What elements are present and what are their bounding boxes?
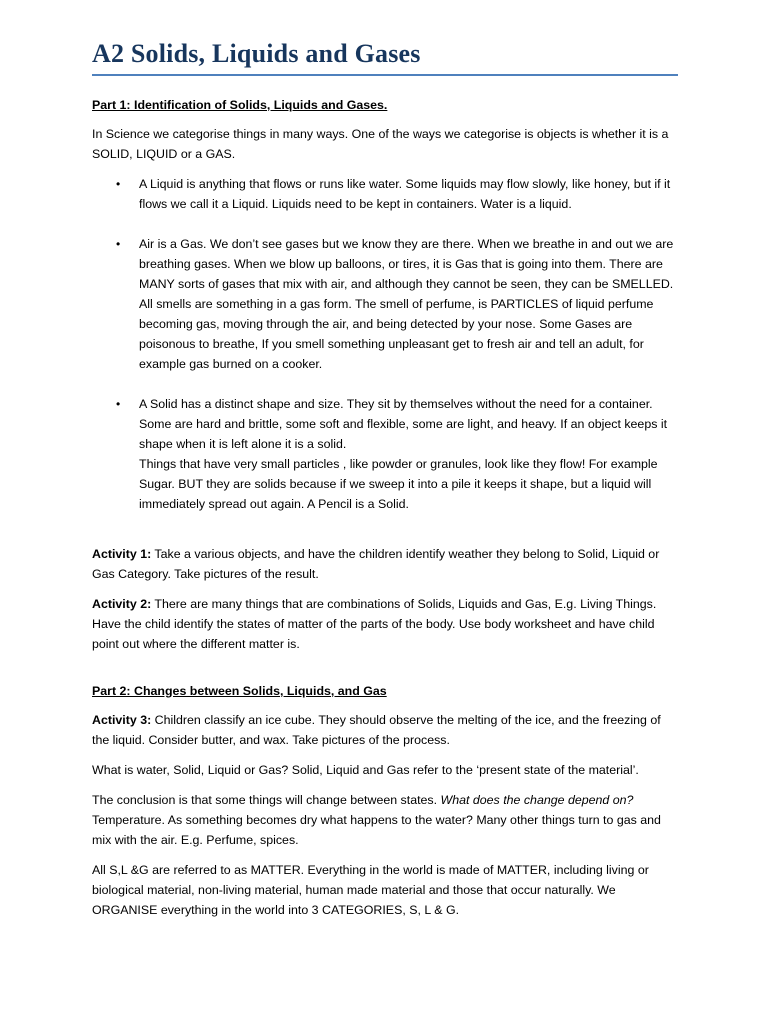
bullet-gas-text: Air is a Gas. We don’t see gases but we know they are there. When we breathe in and out we are breathing gases. When we blow up balloons, or tires, it is Gas that is going into them. There are MANY sorts of gases that mix with air, and although they cannot be seen, they can be SMELLED. All smells are something in a gas form. The smell of perfume, is PARTICLES of liquid perfume becoming gas, moving through the air, and being detected by your nose. Some Gases are poisonous to breathe, If you smell something unpleasant get to fresh air and tell an adult, for example gas burned on a cooker. [139,236,674,371]
activity2-label: Activity 2: [92,596,152,611]
bullet-solid [92,394,678,514]
states-bullet-list [92,174,678,514]
matter-paragraph: All S,L &G are referred to as MATTER. Everything in the world is made of MATTER, including living or biological material, non-living material, human made material and those that occur naturally. We ORGANISE everything in the world into 3 CATEGORIES, S, L & G. [92,862,649,917]
document-page [92,36,678,930]
bullet-solid-text-2: Things that have very small particles , like powder or granules, look like they flow! For example Sugar. BUT they are solids because if we sweep it into a pile it keeps it shape, but a liquid will immediately spread out again. A Pencil is a Solid. [139,456,658,511]
bullet-icon: • [116,396,121,411]
activity3-text: Children classify an ice cube. They should observe the melting of the ice, and the freezing of the liquid. Consider butter, and wax. Take pictures of the process. [92,712,661,747]
bullet-liquid-text: A Liquid is anything that flows or runs like water. Some liquids may flow slowly, like honey, but if it flows we call it a Liquid. Liquids need to be kept in containers. Water is a liquid. [139,176,671,211]
conclusion-paragraph [92,790,678,850]
activity3-label: Activity 3: [92,712,152,727]
activity1-paragraph [92,544,678,584]
page-title: A2 Solids, Liquids and Gases [92,39,421,68]
bullet-icon: • [116,236,121,251]
conclusion-text-after: Temperature. As something becomes dry what happens to the water? Many other things turn to gas and mix with the air. E.g. Perfume, spices. [92,812,661,847]
activity3-paragraph [92,710,678,750]
title-underline-rule [92,74,678,76]
part1-heading: Part 1: Identification of Solids, Liquids and Gases. [92,97,388,112]
bullet-gas [92,234,678,374]
conclusion-text-before: The conclusion is that some things will change between states. [92,792,441,807]
activity2-paragraph [92,594,678,654]
part2-heading: Part 2: Changes between Solids, Liquids, and Gas [92,683,387,698]
activity1-label: Activity 1: [92,546,152,561]
bullet-solid-text: A Solid has a distinct shape and size. They sit by themselves without the need for a container. Some are hard and brittle, some soft and flexible, some are light, and heavy. If an object keeps it shape when it is left alone it is a solid. [139,396,668,451]
bullet-liquid [92,174,678,214]
water-question-paragraph: What is water, Solid, Liquid or Gas? Solid, Liquid and Gas refer to the ‘present state of the material’. [92,762,639,777]
part1-intro: In Science we categorise things in many ways. One of the ways we categorise is objects is whether it is a SOLID, LIQUID or a GAS. [92,126,669,161]
activity1-text: Take a various objects, and have the children identify weather they belong to Solid, Liquid or Gas Category. Take pictures of the result. [92,546,660,581]
conclusion-question: What does the change depend on? [440,792,634,807]
activity2-text: There are many things that are combinations of Solids, Liquids and Gas, E.g. Living Things. Have the child identify the states of matter of the parts of the body. Use body worksheet and have child point out where the different matter is. [92,596,657,651]
bullet-icon: • [116,176,121,191]
